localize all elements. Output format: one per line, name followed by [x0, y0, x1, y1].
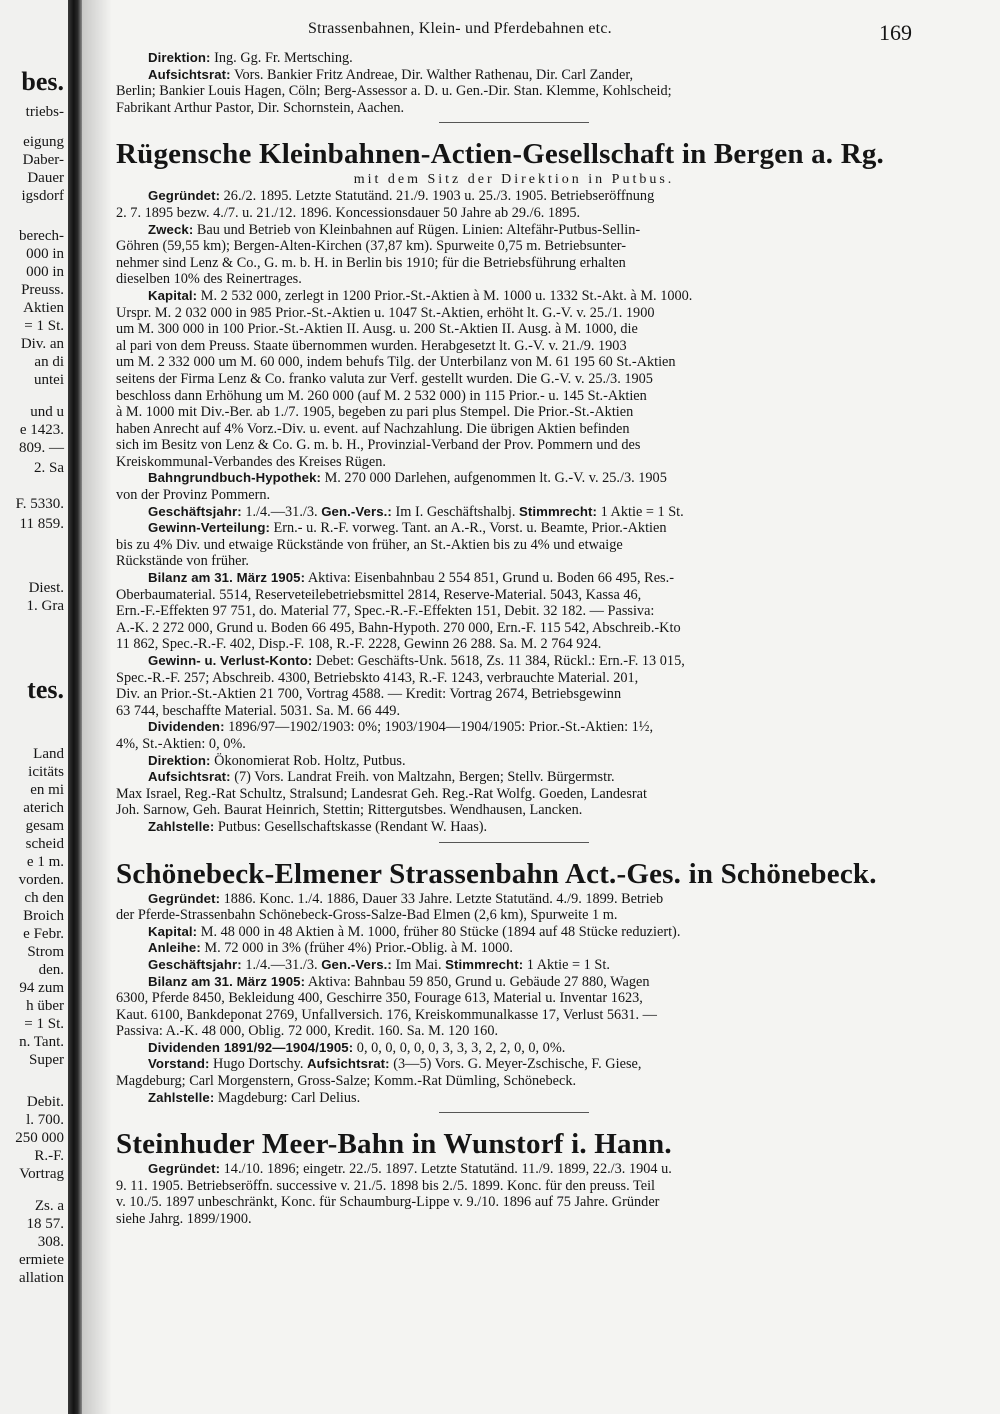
company-title: Rügensche Kleinbahnen-Actien-Gesellschaft in Bergen a. Rg. — [116, 138, 884, 171]
field-text: 14./10. 1896; eingetr. 22./5. 1897. Letzte Statutänd. 11./9. 1899, 22./3. 1904 u. — [220, 1161, 672, 1178]
margin-fragment: und u — [30, 404, 64, 420]
field-text: Magdeburg: Carl Delius. — [214, 1089, 361, 1106]
margin-fragment: 809. — — [19, 440, 64, 456]
field-text: Debet: Geschäfts-Unk. 5618, Zs. 11 384, Rückl.: Ern.-F. 13 015, — [312, 653, 685, 669]
field-text: der Pferde-Strassenbahn Schönebeck-Gross-Salze-Bad Elmen (2,6 km), Spurweite 1 m. — [116, 907, 618, 924]
margin-fragment: F. 5330. — [15, 496, 64, 512]
text-line — [116, 603, 912, 620]
text-line — [116, 957, 912, 974]
margin-fragment: eigung — [23, 134, 64, 150]
text-line — [116, 238, 912, 255]
field-label: Aufsichtsrat: — [148, 66, 231, 82]
margin-fragment: an di — [34, 354, 64, 370]
text-line — [116, 1073, 912, 1090]
text-line — [116, 338, 912, 355]
field-text: 9. 11. 1905. Betriebseröffn. successive v. 21./5. 1898 bis 2./5. 1899. Konc. für den preuss. Teil — [116, 1177, 656, 1194]
margin-fragment: berech- — [19, 228, 64, 244]
field-label: Gen.-Vers.: — [321, 956, 392, 972]
margin-fragment: vorden. — [18, 872, 64, 888]
entries — [116, 50, 912, 1228]
field-text: Div. an Prior.-St.-Aktien 21 700, Vortrag 4588. — Kredit: Vortrag 2674, Betriebsgewinn — [116, 686, 622, 703]
field-label: Direktion: — [148, 752, 211, 768]
text-line — [116, 769, 912, 786]
text-line — [116, 50, 912, 67]
text-line — [116, 670, 912, 687]
text-line — [116, 1056, 912, 1073]
margin-fragment: Dauer — [27, 170, 64, 186]
field-text: (3—5) Vors. G. Meyer-Zschische, F. Giese, — [389, 1056, 642, 1073]
text-line — [116, 653, 912, 670]
text-line — [116, 1211, 912, 1228]
field-label: Dividenden: — [148, 719, 225, 735]
margin-fragment: Strom — [27, 944, 64, 960]
field-text: à M. 1000 mit Div.-Ber. ab 1./7. 1905, begeben zu pari plus Stempel. Die Prior.-St.-Aktien — [116, 404, 634, 421]
field-label: Zahlstelle: — [148, 1089, 215, 1105]
margin-fragment: ch den — [24, 890, 64, 906]
text-line — [116, 719, 912, 736]
field-text: 1896/97—1902/1903: 0%; 1903/1904—1904/1905: Prior.-St.-Aktien: 1½, — [224, 719, 654, 736]
field-text: A.-K. 2 272 000, Grund u. Boden 66 495, Bahn-Hypoth. 270 000, Ern.-F. 115 542, Abschreib.-Kto — [116, 619, 681, 636]
book-gutter — [68, 0, 82, 1414]
text-line — [116, 188, 912, 205]
margin-fragment: en mi — [30, 782, 64, 798]
text-line — [116, 786, 912, 803]
field-text: seitens der Firma Lenz & Co. franko valuta zur Verf. gestellt wurden. Die G.-V. v. 25./3. 1905 — [116, 370, 653, 387]
gutter-shadow — [82, 0, 112, 1414]
text-line — [116, 1194, 912, 1211]
field-text: v. 10./5. 1897 unbeschränkt, Konc. für Schaumburg-Lippe v. 9./10. 1896 auf 75 Jahre. Gründer — [116, 1194, 660, 1211]
field-text: Oberbaumaterial. 5514, Reserveteilebetriebsmittel 2814, Reserve-Material. 5043, Kassa 46, — [116, 586, 642, 603]
margin-fragment: Broich — [23, 908, 64, 924]
margin-fragment: e 1423. — [19, 422, 64, 438]
margin-fragment: gesam — [25, 818, 64, 834]
field-text: M. 48 000 in 48 Aktien à M. 1000, früher 80 Stücke (1894 auf 48 Stücke reduziert). — [197, 923, 681, 940]
field-text: sich im Besitz von Lenz & Co. G. m. b. H., Provinzial-Verband der Prov. Pommern und des — [116, 437, 641, 454]
field-label: Bilanz am 31. März 1905: — [148, 570, 306, 586]
field-text: M. 2 532 000, zerlegt in 1200 Prior.-St.-Aktien à M. 1000 u. 1332 St.-Akt. à M. 1000. — [197, 287, 693, 304]
field-text: 1886. Konc. 1./4. 1886, Dauer 33 Jahre. Letzte Statutänd. 4./9. 1899. Betrieb — [220, 890, 664, 907]
company-entry — [116, 137, 912, 842]
margin-fragment: igsdorf — [21, 188, 64, 204]
field-text: um M. 2 332 000 um M. 60 000, indem behufs Tilg. der Unterbilanz von M. 61 195 60 St.-Aktien — [116, 354, 676, 371]
field-label: Gegründet: — [148, 188, 221, 204]
text-line — [116, 703, 912, 720]
text-line — [116, 736, 912, 753]
text-line — [116, 255, 912, 272]
text-line — [116, 83, 912, 100]
margin-fragment: n. Tant. — [19, 1034, 64, 1050]
margin-fragment: 11 859. — [19, 516, 64, 532]
field-label: Gegründet: — [148, 1161, 221, 1177]
field-label: Aufsichtsrat: — [148, 769, 231, 785]
company-subtitle: mit dem Sitz der Direktion in Putbus. — [353, 172, 675, 188]
section-divider — [439, 1112, 589, 1113]
text-line — [116, 819, 912, 836]
text-line — [116, 205, 912, 222]
field-text: Magdeburg; Carl Morgenstern, Gross-Salze; Komm.-Rat Dümling, Schönebeck. — [116, 1073, 577, 1090]
field-label: Gegründet: — [148, 890, 221, 906]
margin-fragment: = 1 St. — [24, 1016, 64, 1032]
text-line — [116, 1178, 912, 1195]
field-text: M. 72 000 in 3% (früher 4%) Prior.-Oblig. à M. 1000. — [200, 940, 513, 957]
margin-fragment: Debit. — [26, 1094, 64, 1110]
text-line — [116, 271, 912, 288]
field-text: 63 744, beschaffte Material. 5031. Sa. M. 66 449. — [116, 702, 401, 719]
text-line — [116, 940, 912, 957]
text-line — [116, 802, 912, 819]
field-text: nehmer sind Lenz & Co., G. m. b. H. in Berlin bis 1910; für die Betriebsführung erhalten — [116, 254, 626, 271]
field-label: Kapital: — [148, 923, 198, 939]
field-label: Gewinn-Verteilung: — [148, 520, 270, 536]
field-text: bis zu 4% Div. und etwaige Rückstände von früher, an St.-Aktien bis zu 4% und etwaige — [116, 536, 623, 553]
text-line — [116, 305, 912, 322]
margin-fragment: e Febr. — [23, 926, 64, 942]
field-label: Gewinn- u. Verlust-Konto: — [148, 653, 313, 668]
text-line — [116, 974, 912, 991]
field-label: Aufsichtsrat: — [307, 1056, 390, 1072]
margin-fragment: Diest. — [28, 580, 64, 596]
field-label: Stimmrecht: — [445, 956, 524, 972]
margin-fragment: l. 700. — [26, 1112, 64, 1128]
field-text: Rückstände von früher. — [116, 553, 250, 570]
margin-fragment: 308. — [37, 1234, 64, 1250]
margin-fragment: aterich — [23, 800, 64, 816]
field-text: (7) Vors. Landrat Freih. von Maltzahn, Bergen; Stellv. Bürgermstr. — [230, 769, 615, 786]
field-label: Zahlstelle: — [148, 818, 215, 834]
text-line — [116, 100, 912, 117]
field-text: Urspr. M. 2 032 000 in 985 Prior.-St.-Aktien u. 1047 St.-Aktien, erhöht lt. G.-V. v. 25./1. 1900 — [116, 304, 655, 321]
margin-fragment: 2. Sa — [34, 460, 64, 476]
margin-fragment: allation — [19, 1270, 64, 1286]
field-text: Bau und Betrieb von Kleinbahnen auf Rügen. Linien: Altefähr-Putbus-Sellin- — [193, 221, 641, 238]
margin-fragment: 1. Gra — [26, 598, 64, 614]
margin-fragment: Vortrag — [19, 1166, 64, 1182]
previous-page-margin — [0, 0, 68, 1414]
field-text: Passiva: A.-K. 48 000, Oblig. 72 000, Kredit. 160. Sa. M. 120 160. — [116, 1023, 499, 1040]
field-text: 2. 7. 1895 bezw. 4./7. u. 21./12. 1896. Koncessionsdauer 50 Jahre ab 29./6. 1895. — [116, 204, 581, 221]
field-text: 11 862, Spec.-R.-F. 402, Disp.-F. 108, R.-F. 2228, Gewinn 26 288. Sa. M. 2 764 924. — [116, 636, 602, 653]
text-line — [116, 753, 912, 770]
field-text: 0, 0, 0, 0, 0, 0, 3, 3, 3, 2, 2, 0, 0, 0%. — [353, 1039, 566, 1056]
page-number: 169 — [879, 20, 912, 45]
field-text: 4%, St.-Aktien: 0, 0%. — [116, 735, 246, 752]
field-text: Berlin; Bankier Louis Hagen, Cöln; Berg-Assessor a. D. u. Gen.-Dir. Stan. Klemme, Kohlscheid; — [116, 83, 672, 100]
field-label: Dividenden 1891/92—1904/1905: — [148, 1039, 354, 1055]
margin-fragment: Div. an — [20, 336, 64, 352]
text-line — [116, 891, 912, 908]
text-line — [116, 371, 912, 388]
text-line — [116, 487, 912, 504]
text-line — [116, 67, 912, 84]
field-text: Im I. Geschäftshalbj. — [391, 503, 519, 520]
text-line — [116, 924, 912, 941]
field-text: Ing. Gg. Fr. Mertsching. — [210, 50, 353, 66]
field-text: Im Mai. — [391, 956, 446, 973]
margin-fragment: untei — [34, 372, 64, 388]
field-text: haben Anrecht auf 4% Vorz.-Div. u. event. auf Nachzahlung. Die übrigen Aktien befinden — [116, 420, 630, 437]
field-text: 1 Aktie = 1 St. — [597, 503, 684, 520]
field-text: 1./4.—31./3. — [241, 956, 322, 973]
field-text: 1./4.—31./3. — [241, 503, 322, 520]
section-divider — [439, 122, 589, 123]
text-line — [116, 1007, 912, 1024]
company-entry — [116, 1127, 912, 1227]
field-text: Spec.-R.-F. 257; Abschreib. 4300, Betriebskto 4143, R.-F. 1243, verbrauchte Material. 201, — [116, 669, 639, 686]
company-title: Schönebeck-Elmener Strassenbahn Act.-Ges. in Schönebeck. — [116, 857, 877, 890]
field-text: 6300, Pferde 8450, Bekleidung 400, Geschirre 350, Fourage 613, Material u. Inventar 1623, — [116, 990, 643, 1007]
text-line — [116, 1023, 912, 1040]
field-text: M. 270 000 Darlehen, aufgenommen lt. G.-V. v. 25./3. 1905 — [321, 470, 667, 487]
margin-fragment: Super — [29, 1052, 64, 1068]
field-label: Kapital: — [148, 287, 198, 303]
company-title: Steinhuder Meer-Bahn in Wunstorf i. Hann. — [116, 1128, 672, 1161]
text-line — [116, 354, 912, 371]
margin-fragment: Zs. a — [34, 1198, 64, 1214]
margin-fragment: Preuss. — [21, 282, 64, 298]
text-line — [116, 587, 912, 604]
text-line — [116, 321, 912, 338]
field-text: Kreiskommunal-Verbandes des Kreises Rügen. — [116, 453, 386, 470]
text-line — [116, 404, 912, 421]
text-line — [116, 421, 912, 438]
margin-fragment: Aktien — [23, 300, 64, 316]
text-line — [116, 686, 912, 703]
field-text: Max Israel, Reg.-Rat Schultz, Stralsund; Landesrat Geh. Reg.-Rat Wolfg. Goeden, Landesrat — [116, 785, 648, 802]
text-line — [116, 1090, 912, 1107]
text-line — [116, 388, 912, 405]
margin-fragment: Daber- — [22, 152, 64, 168]
text-line — [116, 553, 912, 570]
text-line — [116, 636, 912, 653]
text-line — [116, 222, 912, 239]
field-label: Gen.-Vers.: — [321, 503, 392, 519]
field-text: Göhren (59,55 km); Bergen-Alten-Kirchen (37,87 km). Spurweite 0,75 m. Betriebsunter- — [116, 238, 627, 255]
margin-fragment: 000 in — [26, 246, 64, 262]
field-text: von der Provinz Pommern. — [116, 487, 271, 504]
text-line — [116, 537, 912, 554]
text-line — [116, 454, 912, 471]
field-label: Geschäftsjahr: — [148, 956, 242, 972]
margin-fragment: 18 57. — [26, 1216, 64, 1232]
field-text: Vors. Bankier Fritz Andreae, Dir. Walther Rathenau, Dir. Carl Zander, — [230, 66, 634, 83]
text-line — [116, 288, 912, 305]
margin-fragment: 94 zum — [19, 980, 64, 996]
text-column — [116, 20, 912, 1228]
field-label: Bahngrundbuch-Hypothek: — [148, 470, 321, 486]
margin-fragment: 000 in — [26, 264, 64, 280]
field-label: Zweck: — [148, 221, 194, 237]
field-text: Fabrikant Arthur Pastor, Dir. Schornstein, Aachen. — [116, 99, 405, 116]
text-line — [116, 570, 912, 587]
continued-entry — [116, 50, 912, 123]
field-label: Geschäftsjahr: — [148, 503, 242, 519]
margin-fragment: triebs- — [25, 104, 64, 120]
field-text: Kaut. 6100, Bankdeponat 2769, Unfallversich. 176, Kreiskommunalkasse 17, Verlust 5631. — — [116, 1006, 657, 1023]
field-label: Anleihe: — [148, 940, 201, 956]
company-entry — [116, 857, 912, 1114]
field-text: Aktiva: Bahnbau 59 850, Grund u. Gebäude 27 880, Wagen — [305, 973, 650, 990]
margin-fragment: icitäts — [28, 764, 64, 780]
margin-fragment: 250 000 — [15, 1130, 64, 1146]
field-label: Vorstand: — [148, 1056, 210, 1072]
field-label: Direktion: — [148, 50, 211, 65]
field-text: beschloss dann Erhöhung um M. 260 000 (auf M. 2 532 000) in 115 Prior.- u. 145 St.-Aktien — [116, 387, 647, 404]
margin-fragment: den. — [38, 962, 64, 978]
margin-fragment: scheid — [25, 836, 64, 852]
margin-fragment: Land — [33, 746, 64, 762]
running-title: Strassenbahnen, Klein- und Pferdebahnen etc. — [308, 20, 612, 37]
margin-fragment: h über — [26, 998, 64, 1014]
margin-fragment: e 1 m. — [26, 854, 64, 870]
field-text: 1 Aktie = 1 St. — [523, 956, 610, 973]
text-line — [116, 520, 912, 537]
field-label: Bilanz am 31. März 1905: — [148, 973, 306, 989]
field-text: Ern.- u. R.-F. vorweg. Tant. an A.-R., Vorst. u. Beamte, Prior.-Aktien — [269, 520, 667, 537]
field-text: dieselben 10% des Reinertrages. — [116, 271, 302, 288]
field-text: Joh. Sarnow, Geh. Baurat Heinrich, Stettin; Rittergutsbes. Wendhausen, Lancken. — [116, 802, 583, 819]
text-line — [116, 437, 912, 454]
field-text: Hugo Dortschy. — [209, 1056, 308, 1073]
text-line — [116, 620, 912, 637]
margin-fragment: = 1 St. — [24, 318, 64, 334]
field-text: Aktiva: Eisenbahnbau 2 554 851, Grund u. Boden 66 495, Res.- — [305, 570, 674, 587]
text-line — [116, 504, 912, 521]
text-line — [116, 990, 912, 1007]
margin-fragment: R.-F. — [34, 1148, 64, 1164]
text-line — [116, 1161, 912, 1178]
field-text: 26./2. 1895. Letzte Statutänd. 21./9. 1903 u. 25./3. 1905. Betriebseröffnung — [220, 188, 655, 205]
field-text: um M. 300 000 in 100 Prior.-St.-Aktien II. Ausg. u. 200 St.-Aktien II. Ausg. à M. 1000, die — [116, 321, 638, 338]
text-line — [116, 470, 912, 487]
margin-fragment: bes. — [21, 67, 64, 96]
section-divider — [439, 842, 589, 843]
field-text: al pari von dem Preuss. Staate übernommen wurden. Herabgesetzt lt. G.-V. v. 21./9. 1903 — [116, 337, 627, 354]
margin-fragment: tes. — [27, 675, 64, 704]
field-text: Putbus: Gesellschaftskasse (Rendant W. Haas). — [214, 818, 488, 835]
text-line — [116, 907, 912, 924]
field-text: Ern.-F.-Effekten 97 751, do. Material 77, Spec.-R.-F.-Effekten 151, Debit. 32 182. — Passiva: — [116, 603, 655, 620]
running-head — [116, 20, 912, 50]
field-label: Stimmrecht: — [518, 503, 598, 519]
text-line — [116, 1040, 912, 1057]
margin-fragment: ermiete — [19, 1252, 64, 1268]
field-text: Ökonomierat Rob. Holtz, Putbus. — [210, 752, 406, 769]
field-text: siehe Jahrg. 1899/1900. — [116, 1211, 252, 1228]
